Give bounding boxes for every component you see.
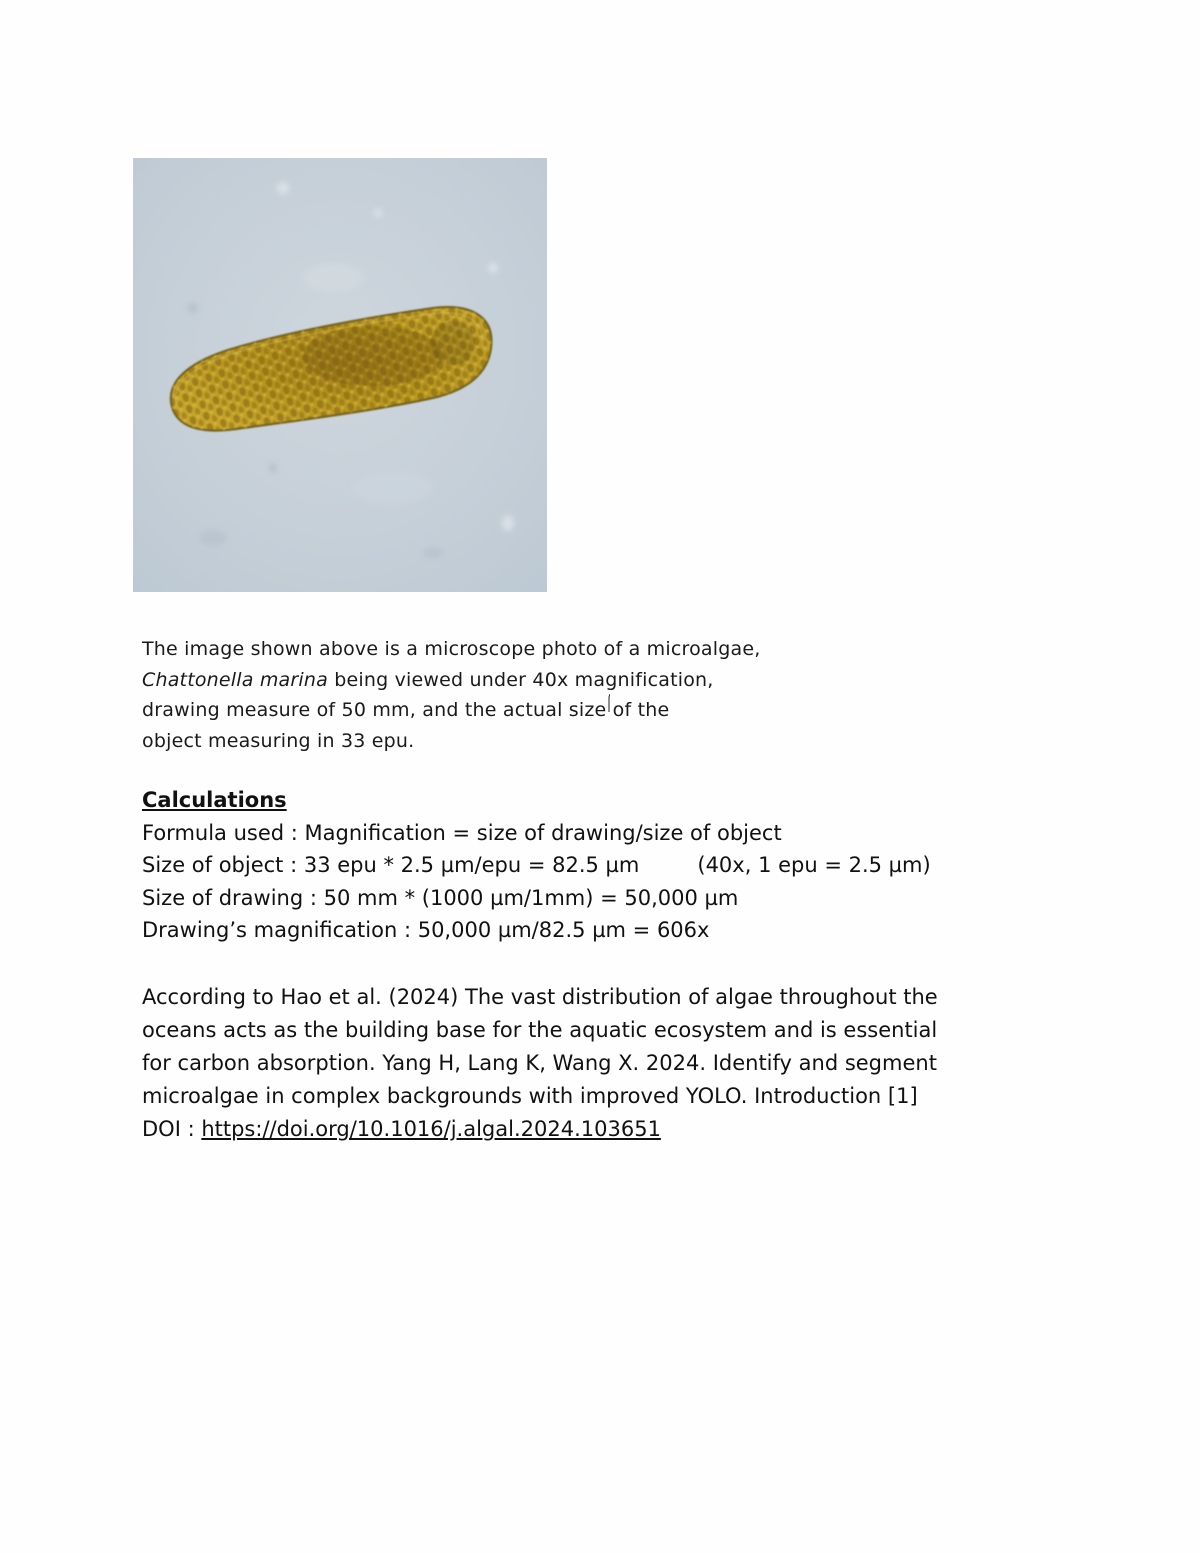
- size-object-line: [142, 849, 1102, 882]
- reference-line-4: microalgae in complex backgrounds with improved YOLO. Introduction [1]: [142, 1084, 918, 1108]
- formula-line: Formula used : Magnification = size of drawing/size of object: [142, 820, 782, 845]
- caption-line-3: drawing measure of 50 mm, and the actual size of the: [142, 699, 670, 721]
- size-drawing-line: Size of drawing : 50 mm * (1000 µm/1mm) = 50,000 µm: [142, 885, 739, 910]
- doi-link[interactable]: https://doi.org/10.1016/j.algal.2024.103651: [201, 1117, 661, 1141]
- reference-section: [142, 981, 1082, 1146]
- reference-line-2: oceans acts as the building base for the aquatic ecosystem and is essential: [142, 1018, 938, 1042]
- caption-line-1: The image shown above is a microscope photo of a microalgae,: [142, 638, 761, 660]
- doi-line: [142, 1113, 1082, 1146]
- caption-line-4: object measuring in 33 epu.: [142, 729, 415, 752]
- size-object-note: (40x, 1 epu = 2.5 µm): [697, 853, 931, 877]
- caption-line-2-rest: being viewed under 40x magnification,: [327, 668, 714, 691]
- microscope-photo: [133, 158, 547, 592]
- text-cursor-mark: [608, 694, 610, 712]
- size-object-text: Size of object : 33 epu * 2.5 µm/epu = 82.5 µm: [142, 853, 640, 877]
- calculations-section: [142, 784, 1102, 947]
- caption-line-2: [142, 665, 902, 696]
- species-name: Chattonella marina: [142, 668, 328, 691]
- reference-line-1: According to Hao et al. (2024) The vast distribution of algae throughout the: [142, 985, 938, 1009]
- calculations-heading: Calculations: [142, 788, 287, 812]
- doi-prefix: DOI :: [142, 1117, 202, 1141]
- reference-line-3: for carbon absorption. Yang H, Lang K, Wang X. 2024. Identify and segment: [142, 1051, 937, 1075]
- photo-caption: [142, 634, 902, 756]
- magnification-line: Drawing’s magnification : 50,000 µm/82.5 µm = 606x: [142, 918, 710, 942]
